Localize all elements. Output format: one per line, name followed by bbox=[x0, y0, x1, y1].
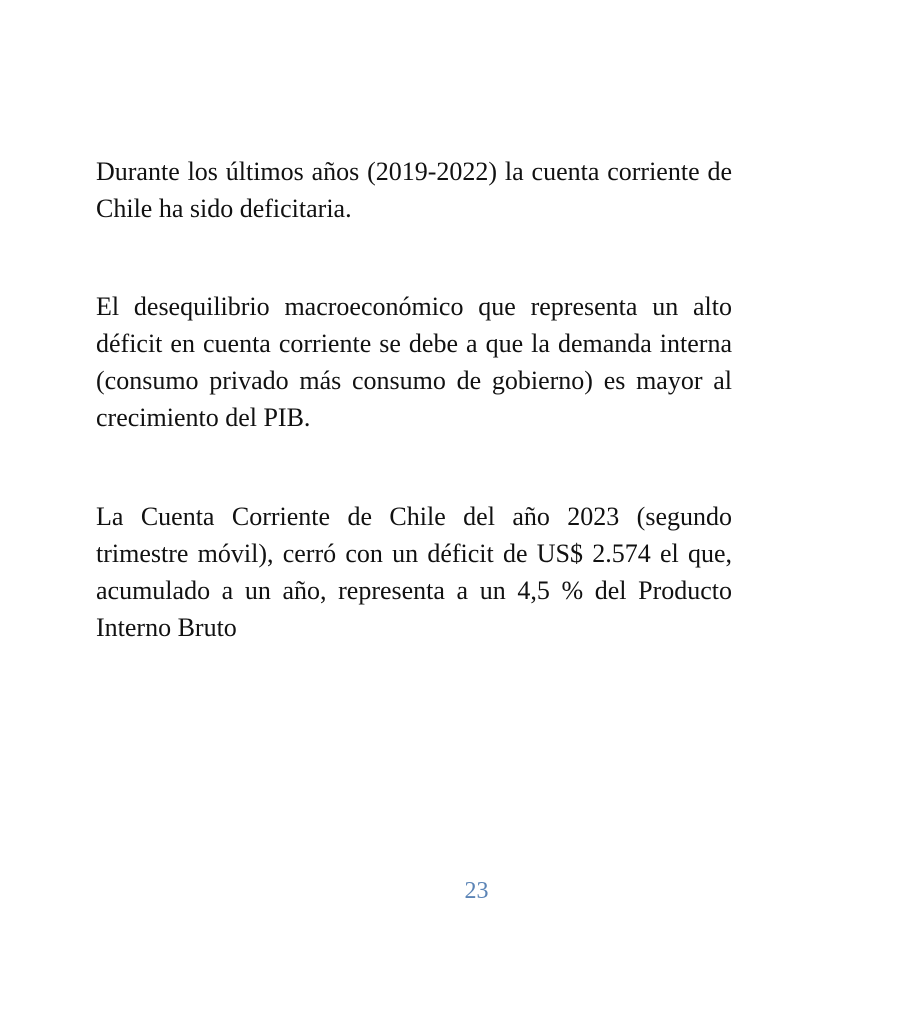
paragraph-current-account-2023: La Cuenta Corriente de Chile del año 2023 (segundo trimestre móvil), cerró con un déficit de US$ 2.574 el que, acumulado a un año, representa a un 4,5 % del Producto Interno Bruto bbox=[96, 502, 732, 642]
paragraph-macroeconomic-imbalance: El desequilibrio macroeconómico que representa un alto déficit en cuenta corriente se debe a que la demanda interna (consumo privado más consumo de gobierno) es mayor al crecimiento del PIB. bbox=[96, 292, 732, 432]
paragraph-current-account-deficit: Durante los últimos años (2019-2022) la cuenta corriente de Chile ha sido deficitaria. bbox=[96, 157, 732, 223]
page-number: 23 bbox=[464, 878, 489, 904]
